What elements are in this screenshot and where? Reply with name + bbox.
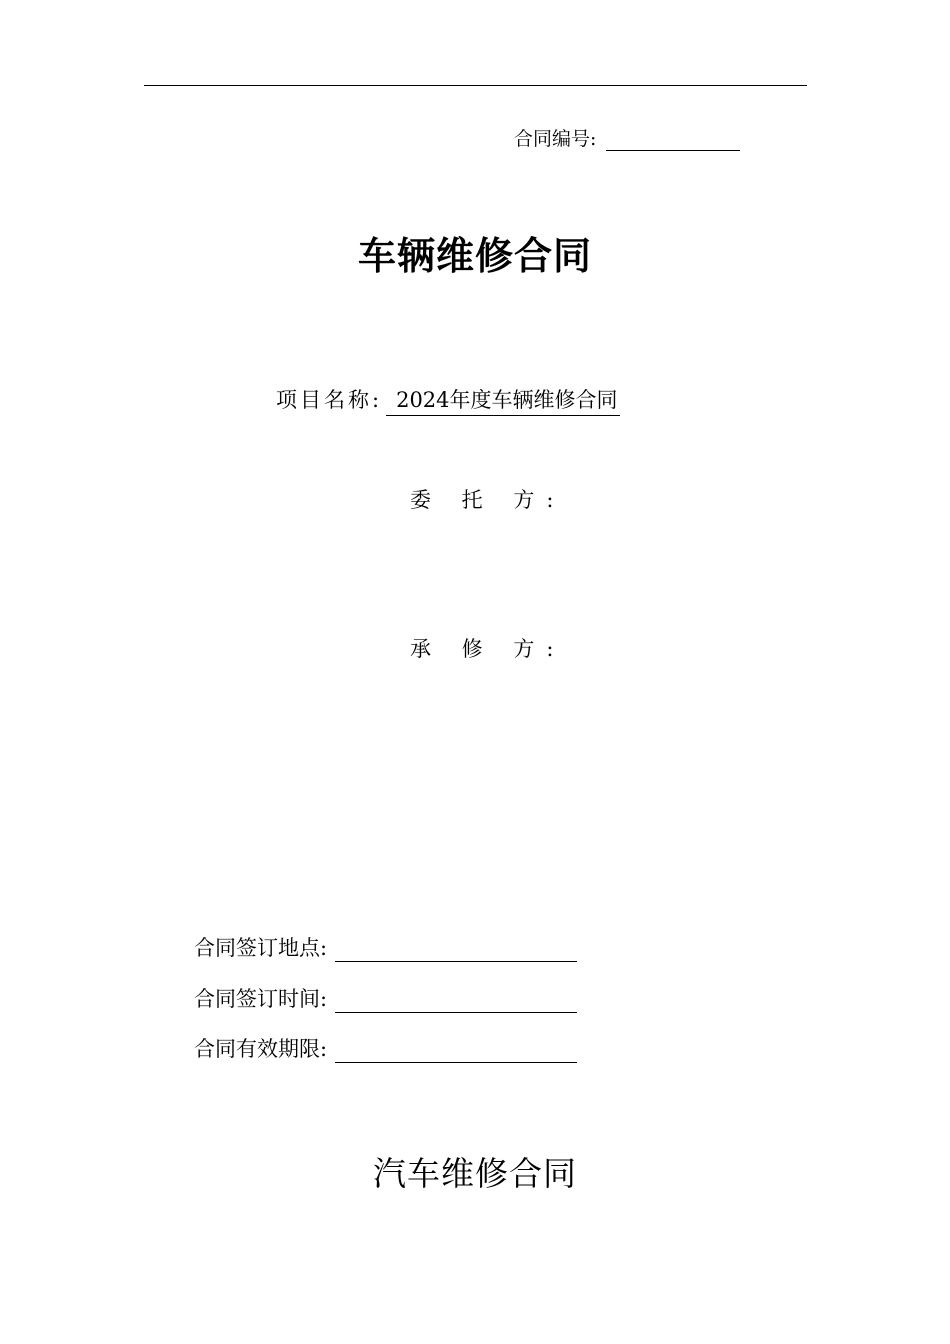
client-party-label: 委 托 方: <box>410 488 566 512</box>
validity-term-row <box>194 1033 577 1063</box>
project-name-value: 2024年度车辆维修合同 <box>386 384 619 416</box>
signing-time-row <box>194 983 577 1013</box>
top-divider <box>144 85 807 86</box>
signing-place-label: 合同签订地点: <box>194 936 328 960</box>
contract-number-field[interactable] <box>606 130 740 151</box>
contract-number <box>514 124 740 151</box>
validity-term-field[interactable] <box>335 1040 577 1063</box>
section-title: 汽车维修合同 <box>373 1154 577 1193</box>
project-name-row <box>276 384 620 416</box>
signing-place-field[interactable] <box>335 939 577 962</box>
signing-time-field[interactable] <box>335 990 577 1013</box>
repairer-party-label: 承 修 方: <box>410 637 566 661</box>
signing-place-row <box>194 932 577 962</box>
validity-term-label: 合同有效期限: <box>194 1037 328 1061</box>
signing-time-label: 合同签订时间: <box>194 987 328 1011</box>
contract-number-label: 合同编号: <box>514 128 597 150</box>
document-title: 车辆维修合同 <box>357 233 592 278</box>
project-name-label: 项目名称: <box>276 388 383 412</box>
